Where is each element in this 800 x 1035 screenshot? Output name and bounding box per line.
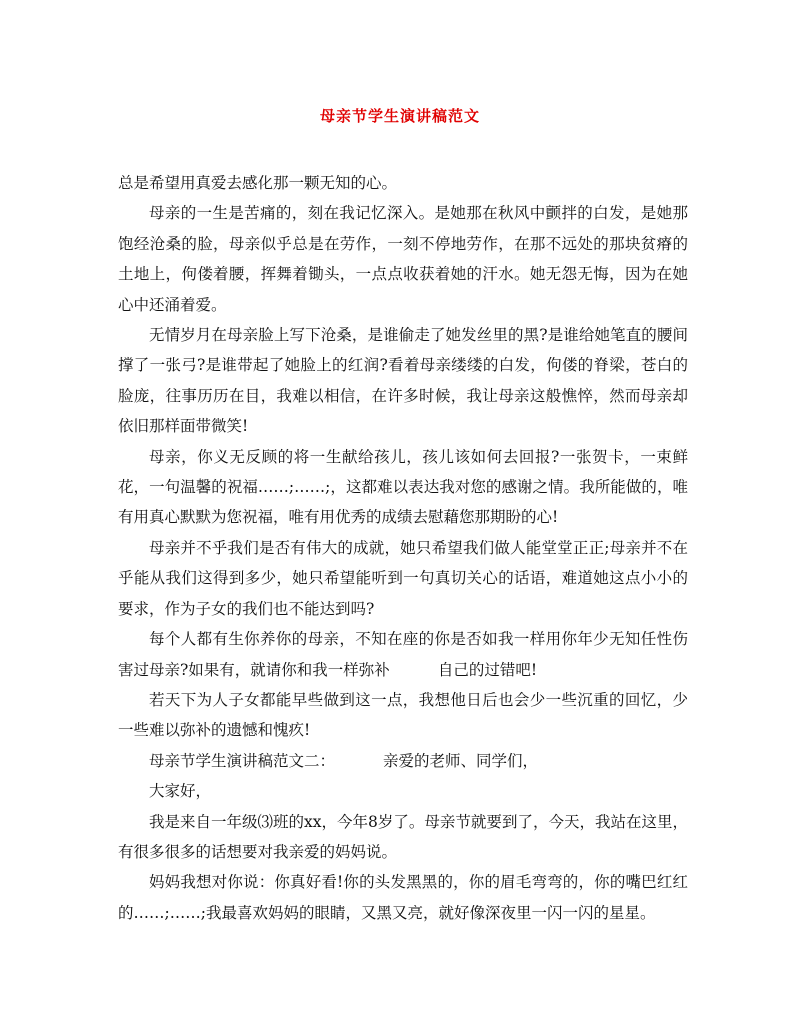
- paragraph-2: 母亲的一生是苦痛的，刻在我记忆深入。是她那在秋风中颤拌的白发，是她那饱经沧桑的脸，母亲似乎总是在劳作，一刻不停地劳作，在那不远处的那块贫瘠的土地上，佝偻着腰，挥舞着锄头，一点点收获着她的汗水。她无怨无悔，因为在她心中还涌着爱。: [118, 204, 688, 314]
- paragraph-1: 总是希望用真爱去感化那一颗无知的心。: [118, 174, 398, 192]
- salutation: 亲爱的老师、同学们，: [383, 751, 539, 770]
- paragraph-8: [118, 746, 688, 776]
- paragraph-6: [118, 624, 688, 685]
- paragraph-3: 无情岁月在母亲脸上写下沧桑，是谁偷走了她发丝里的黑?是谁给她笔直的腰间撑了一张弓?是谁带起了她脸上的红润?看着母亲缕缕的白发，佝偻的脊梁，苍白的脸庞，往事历历在目，我难以相信，在许多时候，我让母亲这般憔悴，然而母亲却依旧那样面带微笑!: [118, 326, 688, 436]
- paragraph-11: 妈妈我想对你说：你真好看!你的头发黑黑的，你的眉毛弯弯的，你的嘴巴红红的……;……;我最喜欢妈妈的眼睛，又黑又亮，就好像深夜里一闪一闪的星星。: [118, 873, 688, 922]
- paragraph-9: 大家好，: [149, 782, 212, 801]
- paragraph-10: 我是来自一年级⑶班的xx，今年8岁了。母亲节就要到了，今天，我站在这里，有很多很多的话想要对我亲爱的妈妈说。: [118, 812, 688, 861]
- document-body: [118, 168, 688, 928]
- paragraph-7: 若天下为人子女都能早些做到这一点，我想他日后也会少一些沉重的回忆，少一些难以弥补的遗憾和愧疚!: [118, 690, 688, 740]
- paragraph-6-part-2: 自己的过错吧!: [437, 660, 538, 679]
- document-title: 母亲节学生演讲稿范文: [319, 107, 480, 125]
- paragraph-5: 母亲并不乎我们是否有伟大的成就，她只希望我们做人能堂堂正正;母亲并不在乎能从我们这得到多少，她只希望能听到一句真切关心的话语，难道她这点小小的要求，作为子女的我们也不能达到吗?: [118, 538, 688, 618]
- paragraph-4: 母亲，你义无反顾的将一生献给孩儿，孩儿该如何去回报?一张贺卡，一束鲜花，一句温馨的祝福……;……;，这都难以表达我对您的感谢之情。我所能做的，唯有用真心默默为您祝福，唯有用优秀的成绩去慰藉您那期盼的心!: [118, 447, 688, 527]
- section-heading: 母亲节学生演讲稿范文二：: [149, 751, 336, 770]
- paragraph-6-part-1: 每个人都有生你养你的母亲，不知在座的你是否如我一样用你年少无知任性伤害过母亲?如果有，就请你和我一样弥补: [118, 630, 688, 679]
